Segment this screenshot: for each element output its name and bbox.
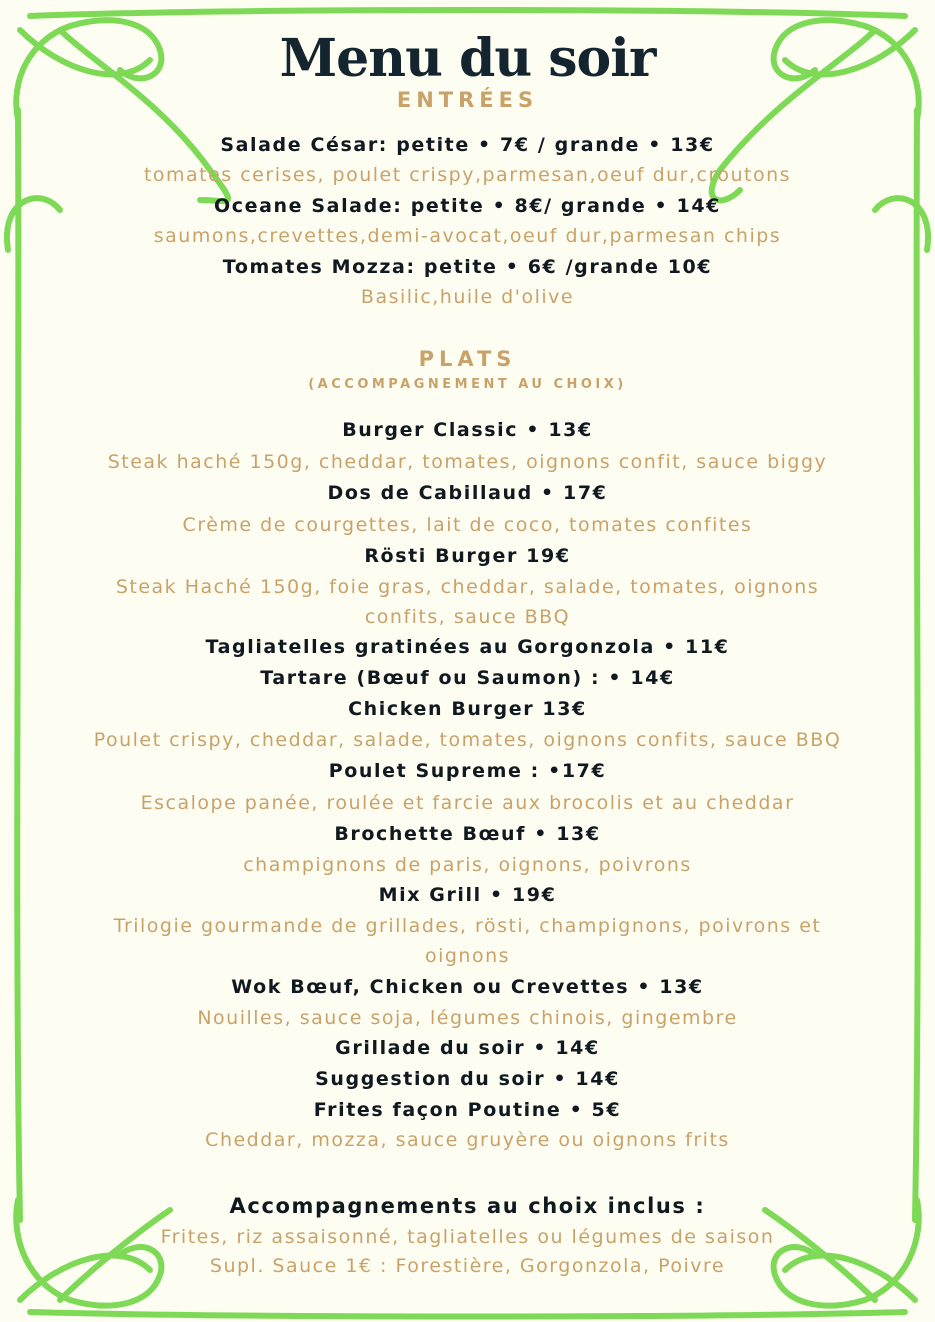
menu-item-description: saumons,crevettes,demi-avocat,oeuf dur,parmesan chips (153, 225, 782, 247)
menu-item-name: Burger Classic • 13€ (342, 419, 593, 441)
menu-item-name: Suggestion du soir • 14€ (315, 1068, 620, 1090)
menu-item-description: Cheddar, mozza, sauce gruyère ou oignons frits (205, 1129, 730, 1151)
menu-item-description: Basilic,huile d'olive (360, 286, 575, 308)
menu-item-description: Steak haché 150g, cheddar, tomates, oignons confit, sauce biggy (107, 451, 828, 473)
menu-item-description: Nouilles, sauce soja, légumes chinois, gingembre (197, 1007, 738, 1029)
page-title: Menu du soir (279, 28, 656, 89)
menu-item-name: Wok Bœuf, Chicken ou Crevettes • 13€ (231, 976, 704, 998)
section-heading-plats: PLATS (418, 347, 517, 371)
section-heading-entrees: ENTRÉES (396, 88, 539, 112)
menu-item-name: Mix Grill • 19€ (378, 884, 557, 906)
menu-item-description: Steak Haché 150g, foie gras, cheddar, salade, tomates, oignons confits, sauce BBQ (115, 576, 820, 628)
menu-item-name: Brochette Bœuf • 13€ (334, 823, 601, 845)
menu-item-name: Oceane Salade: petite • 8€/ grande • 14€ (214, 195, 721, 217)
menu-item-name: Poulet Supreme : •17€ (328, 760, 607, 782)
accompaniments-list: Frites, riz assaisonné, tagliatelles ou légumes de saison (160, 1226, 775, 1248)
sauce-supplement: Supl. Sauce 1€ : Forestière, Gorgonzola, Poivre (209, 1255, 726, 1277)
menu-item-name: Tomates Mozza: petite • 6€ /grande 10€ (222, 256, 713, 278)
menu-item-name: Tartare (Bœuf ou Saumon) : • 14€ (260, 667, 675, 689)
menu-item-name: Rösti Burger 19€ (364, 545, 571, 567)
accompaniments-heading: Accompagnements au choix inclus : (229, 1194, 706, 1218)
menu-item-name: Salade César: petite • 7€ / grande • 13€ (220, 134, 715, 156)
menu-item-name: Chicken Burger 13€ (348, 698, 587, 720)
menu-item-name: Grillade du soir • 14€ (335, 1037, 600, 1059)
menu-item-name: Frites façon Poutine • 5€ (313, 1099, 622, 1121)
menu-item-description: champignons de paris, oignons, poivrons (243, 854, 692, 876)
menu-item-description: Trilogie gourmande de grillades, rösti, champignons, poivrons et oignons (113, 915, 822, 967)
menu-item-name: Dos de Cabillaud • 17€ (327, 482, 608, 504)
menu-item-name: Tagliatelles gratinées au Gorgonzola • 11€ (205, 636, 730, 658)
menu-item-description: Escalope panée, roulée et farcie aux brocolis et au cheddar (140, 792, 795, 814)
menu-item-description: Poulet crispy, cheddar, salade, tomates, oignons confits, sauce BBQ (93, 729, 842, 751)
menu-item-description: Crème de courgettes, lait de coco, tomates confites (182, 514, 753, 536)
section-subheading-plats: (ACCOMPAGNEMENT AU CHOIX) (308, 377, 627, 392)
menu-item-description: tomates cerises, poulet crispy,parmesan,oeuf dur,croutons (143, 164, 792, 186)
